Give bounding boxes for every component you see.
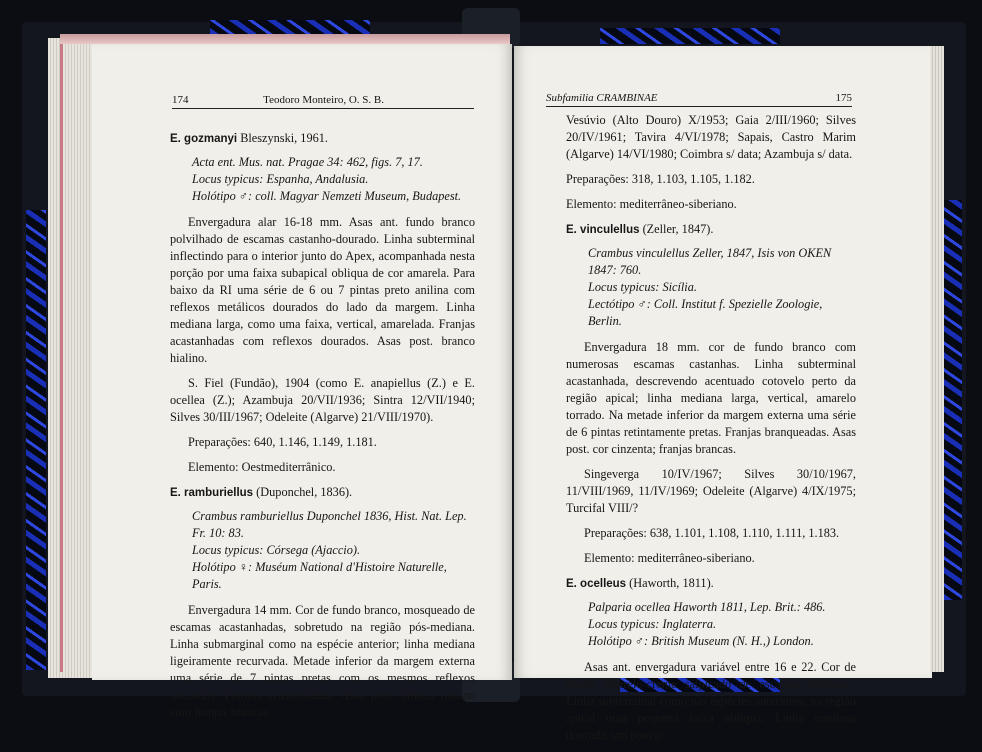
citation-block: [588, 245, 856, 330]
page-edge-color-strip: [60, 42, 63, 672]
species-heading: [170, 484, 475, 502]
text-paragraph: Preparações: 640, 1.146, 1.149, 1.181.: [188, 435, 377, 449]
species-name: E. ramburiellus: [170, 487, 254, 499]
right-page: [514, 46, 932, 742]
marbled-endpaper-left-edge: [26, 210, 46, 670]
page-edges-right: [930, 46, 944, 672]
citation-line: Locus typicus: Sicília.: [588, 280, 697, 294]
marbled-endpaper-top-right: [600, 28, 780, 44]
left-page-number: 174: [172, 94, 189, 106]
species-author: (Zeller, 1847).: [642, 222, 714, 236]
left-page-header: [172, 94, 474, 109]
page-edges-left: [48, 38, 94, 678]
text-paragraph: Preparações: 638, 1.101, 1.108, 1.110, 1.111, 1.183.: [584, 526, 840, 540]
species-author: (Duponchel, 1836).: [256, 485, 353, 499]
text-paragraph: Singeverga 10/IV/1967; Silves 30/10/1967, 11/VIII/1969, 11/IV/1969; Odeleite (Algarve) 4/IX/1975; Turcifal VIII/?: [566, 467, 856, 515]
text-paragraph: Elemento: Oestmediterrânico.: [188, 460, 336, 474]
citation-line: Palparia ocellea Haworth 1811, Lep. Brit.: 486.: [588, 600, 826, 614]
species-heading: [566, 221, 856, 239]
citation-block: [192, 508, 475, 593]
citation-line: Crambus ramburiellus Duponchel 1836, Hist. Nat. Lep. Fr. 10: 83.: [192, 509, 467, 540]
citation-line: Locus typicus: Córsega (Ajaccio).: [192, 543, 361, 557]
species-heading: [566, 575, 856, 593]
right-page-header: [546, 92, 852, 107]
citation-line: Holótipo ♂: British Museum (N. H.,) London.: [588, 634, 814, 648]
right-running-head: Subfamilia CRAMBINAE: [546, 92, 658, 104]
text-paragraph: Asas ant. envergadura variável entre 16 e 22. Cor de fundo amarelo-creme salpicado de escamas douradas. Linha subterminal como nas espécies anteriores; na região apical uma pequena faixa obliqua. Linha mediana dourada, um pouco: [566, 660, 856, 742]
citation-block: [192, 154, 475, 205]
citation-block: [588, 599, 856, 650]
left-page-body: [170, 130, 475, 729]
citation-line: Crambus vinculellus Zeller, 1847, Isis von OKEN 1847: 760.: [588, 246, 832, 277]
text-paragraph: Envergadura 18 mm. cor de fundo branco com numerosas escamas castanhas. Linha subterminal acastanhada, descrevendo acentuado cotovelo perto da região apical; linha mediana larga, vertical, amarelo torrado. Na metade inferior da margem externa uma série de 6 pintas retintamente pretas. Franjas branqueadas. Asas post. cor cinzenta; franjas brancas.: [566, 340, 856, 456]
species-author: (Haworth, 1811).: [629, 576, 714, 590]
text-paragraph: Envergadura alar 16-18 mm. Asas ant. fundo branco polvilhado de escamas castanho-dourado. Linha subterminal inflectindo para o interior junto do Apex, acompanhada nesta porção por uma faixa subapical obliqua de cor amarela. Para baixo da RI uma série de 6 ou 7 pintas preto anilina com reflexos metálicos dourados do lado da margem. Linha mediana larga, como uma faixa, vertical, amarelada. Franjas acastanhadas com reflexos dourados. Asas post. branco hialino.: [170, 215, 475, 365]
marbled-endpaper-right-edge: [944, 200, 962, 600]
right-page-body: [566, 112, 856, 752]
text-paragraph: Elemento: mediterrâneo-siberiano.: [566, 197, 737, 211]
citation-line: Locus typicus: Espanha, Andalusia.: [192, 172, 369, 186]
text-paragraph: S. Fiel (Fundão), 1904 (como E. anapiellus (Z.) e E. ocellea (Z.); Azambuja 20/VII/1936; Sintra 12/VII/1940; Silves 30/III/1967; Odeleite (Algarve) 21/VIII/1970).: [170, 376, 475, 424]
citation-line: Holótipo ♀: Muséum National d'Histoire Naturelle, Paris.: [192, 560, 447, 591]
citation-line: Holótipo ♂: coll. Magyar Nemzeti Museum, Budapest.: [192, 189, 462, 203]
citation-line: Lectótipo ♂: Coll. Institut f. Spezielle Zoologie, Berlin.: [588, 297, 823, 328]
species-heading: [170, 130, 475, 148]
text-paragraph: Vesúvio (Alto Douro) X/1953; Gaia 2/III/1960; Silves 20/IV/1961; Tavira 4/VI/1978; Sapais, Castro Marim (Algarve) 14/VI/1980; Coimbra s/ data; Azambuja s/ data.: [566, 113, 856, 161]
species-name: E. ocelleus: [566, 578, 627, 590]
citation-line: Locus typicus: Inglaterra.: [588, 617, 717, 631]
right-page-number: 175: [835, 92, 852, 104]
page-top-edge: [60, 34, 510, 44]
text-paragraph: Envergadura 14 mm. Cor de fundo branco, mosqueado de escamas acastanhadas, sobretudo na região pós-mediana. Linha submarginal como na espécie anterior; linha mediana ligeiramente recurvada. Metade inferior da margem externa uma série de 7 pintas pretas com os mesmos reflexos dourados. Franjas acastanhadas. Asas post. branco hialino com franjas brancas.: [170, 603, 475, 719]
marbled-endpaper-top-left: [210, 20, 370, 34]
species-name: E. gozmanyi: [170, 133, 238, 145]
species-name: E. vinculellus: [566, 224, 640, 236]
text-paragraph: Preparações: 318, 1.103, 1.105, 1.182.: [566, 172, 755, 186]
citation-line: Acta ent. Mus. nat. Pragae 34: 462, figs. 7, 17.: [192, 155, 423, 169]
left-running-head: Teodoro Monteiro, O. S. B.: [263, 94, 384, 106]
left-page: [92, 44, 512, 719]
species-author: Bleszynski, 1961.: [240, 131, 328, 145]
text-paragraph: Elemento: mediterrâneo-siberiano.: [584, 551, 755, 565]
